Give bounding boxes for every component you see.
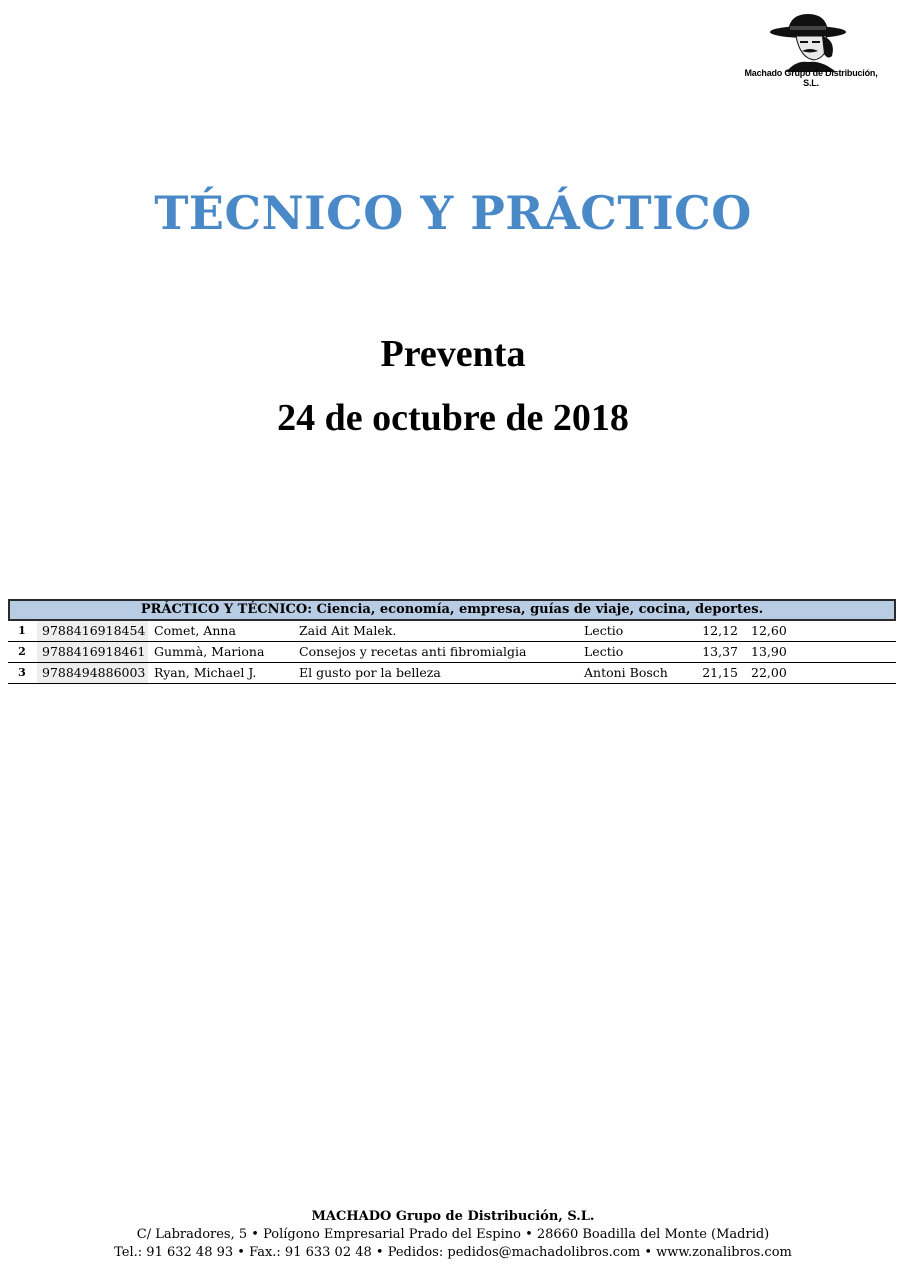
table-row bbox=[8, 642, 896, 663]
table-section-header: PRÁCTICO Y TÉCNICO: Ciencia, economía, empresa, guías de viaje, cocina, deportes. bbox=[8, 599, 896, 621]
table-row bbox=[8, 663, 896, 684]
page-date: 24 de octubre de 2018 bbox=[277, 397, 629, 439]
footer-company: MACHADO Grupo de Distribución, S.L. bbox=[311, 1209, 595, 1224]
row-number: 2 bbox=[18, 645, 26, 658]
row-price-net: 12,12 bbox=[702, 623, 738, 638]
row-title: El gusto por la belleza bbox=[299, 665, 441, 680]
row-isbn: 9788416918461 bbox=[37, 642, 148, 662]
page-footer bbox=[0, 1208, 906, 1262]
row-price: 13,90 bbox=[751, 644, 787, 659]
row-price-net: 21,15 bbox=[702, 665, 738, 680]
footer-contact: Tel.: 91 632 48 93 • Fax.: 91 633 02 48 • Pedidos: pedidos@machadolibros.com • www.zonalibros.com bbox=[114, 1245, 792, 1260]
row-title: Consejos y recetas anti fibromialgia bbox=[299, 644, 527, 659]
page-subtitle: Preventa bbox=[380, 333, 526, 375]
row-publisher: Lectio bbox=[584, 623, 624, 638]
logo-text: Machado Grupo de Distribución, S.L. bbox=[744, 68, 878, 88]
row-isbn: 9788416918454 bbox=[37, 621, 148, 641]
row-publisher: Lectio bbox=[584, 644, 624, 659]
row-isbn: 9788494886003 bbox=[37, 663, 148, 683]
row-author: Gummà, Mariona bbox=[154, 644, 265, 659]
row-number: 3 bbox=[18, 666, 26, 679]
row-author: Ryan, Michael J. bbox=[154, 665, 257, 680]
row-price-net: 13,37 bbox=[702, 644, 738, 659]
table-row bbox=[8, 621, 896, 642]
company-logo bbox=[736, 10, 886, 94]
row-price: 22,00 bbox=[751, 665, 787, 680]
row-title: Zaid Ait Malek. bbox=[299, 623, 397, 638]
row-publisher: Antoni Bosch bbox=[584, 665, 668, 680]
man-with-hat-logo-icon bbox=[766, 10, 856, 72]
row-author: Comet, Anna bbox=[154, 623, 236, 638]
footer-address: C/ Labradores, 5 • Polígono Empresarial Prado del Espino • 28660 Boadilla del Monte (Madrid) bbox=[136, 1227, 770, 1242]
page-title: TÉCNICO Y PRÁCTICO bbox=[154, 186, 752, 240]
book-table bbox=[8, 599, 896, 684]
row-number: 1 bbox=[18, 624, 26, 637]
row-price: 12,60 bbox=[751, 623, 787, 638]
